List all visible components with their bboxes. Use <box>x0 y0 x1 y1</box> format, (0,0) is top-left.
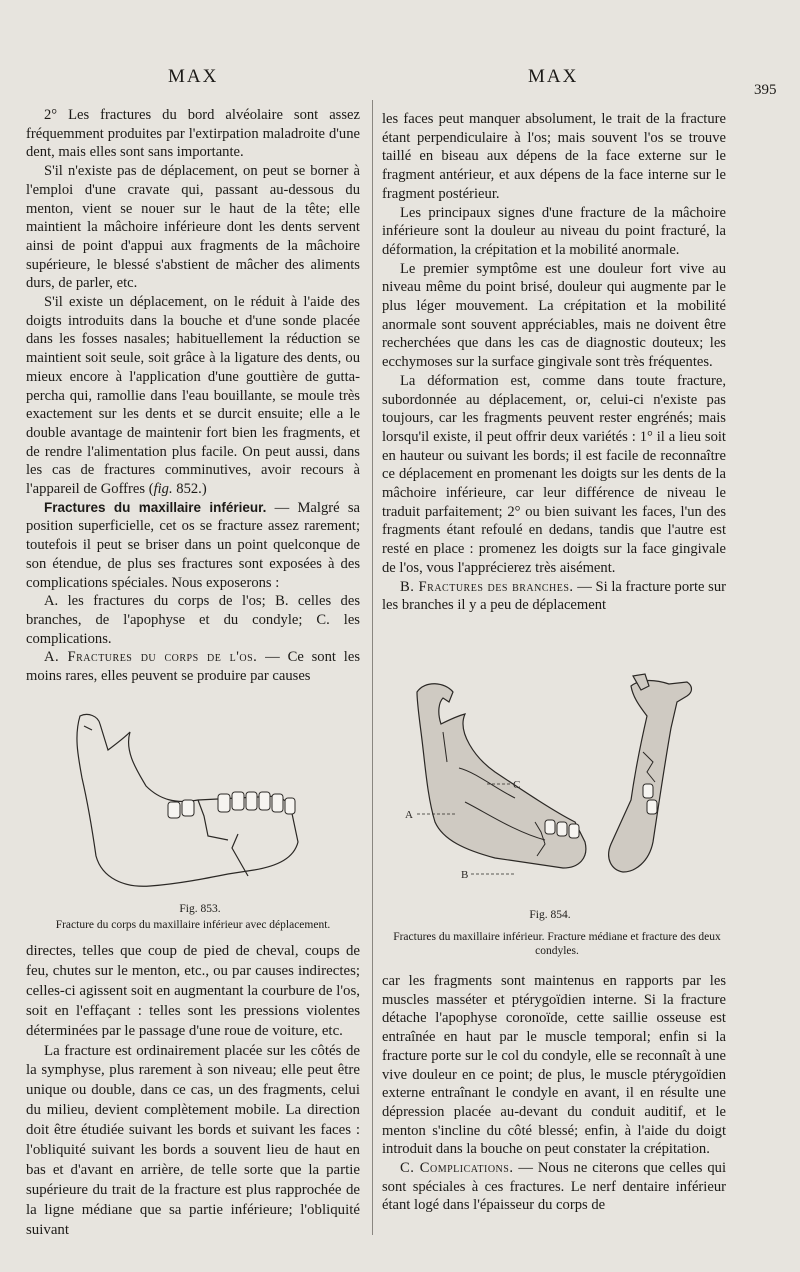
text: — Nous ne citerons que celles qui sont spéciales à ces fractures. Le nerf dentaire inférieur étant logé dans l'épaisseur du corps de <box>382 1160 726 1214</box>
subsection-heading: C. Complications. <box>400 1160 514 1177</box>
figure-label-c: C <box>513 779 521 791</box>
paragraph: A. les fractures du corps de l'os; B. celles des branches, de l'apophyse et du condyle; C. les complications. <box>26 593 360 647</box>
jaw-illustration-fig-853 <box>58 708 328 898</box>
paragraph: Le premier symptôme est une douleur fort vive au niveau même du point brisé, douleur qui augmente par le plus léger mouvement. La crépitation et la mobilité anormale sont souvent appréciables, mais ne doivent être recherchées que dans les cas de diagnostic douteux; les ecchymoses sur la surface gingivale sont très fréquentes. <box>382 260 726 371</box>
paragraph <box>382 578 726 615</box>
fig-ref: fig. <box>153 481 173 498</box>
subsection-heading: B. Fractures des branches. <box>400 578 574 595</box>
subsection-heading: A. Fractures du corps de l'os. <box>44 649 258 666</box>
jaw-illustration-fig-854 <box>395 672 725 902</box>
paragraph: directes, telles que coup de pied de cheval, coups de feu, chutes sur le menton, etc., ou par causes indirectes; celles-ci agissent soit en augmentant la courbure de l'os, soit en l'effaçant : telles sont les pressions violentes déterminées par le passage d'une roue de voiture, etc. <box>26 943 360 1039</box>
text: — Malgré sa position superficielle, cet os se fracture assez rarement; toutefois il peut se briser dans un point quelconque de son étendue, de plus ses fractures sont exposées à des complications spéciales. Nous exposerons : <box>26 499 360 591</box>
figure-label-b: B <box>461 869 469 881</box>
column-divider <box>372 100 373 1235</box>
text: — Ce sont les moins rares, elles peuvent se produire par causes <box>26 649 360 685</box>
text: 852.) <box>172 481 207 498</box>
paragraph <box>26 499 360 593</box>
paragraph: S'il n'existe pas de déplacement, on peut se borner à l'emploi d'une cravate qui, passant au-dessous du menton, vient se nouer sur le haut de la tête; elle maintient la mâchoire inférieure dont les dents servent ainsi de point d'appui aux fragments de la mâchoire supérieure, le blessé s'abstient de mâcher des aliments durs, de parler, etc. <box>26 163 360 292</box>
running-header-left: MAX <box>168 66 219 87</box>
paragraph: La fracture est ordinairement placée sur les côtés de la symphyse, plus rarement à son niveau; elle peut être unique ou double, dans ce cas, un des fragments, celui du milieu, devient complètement mobile. La direction doit être étudiée suivant les bords et suivant les faces : l'obliquité suivant les bords a souvent lieu de haut en bas et d'avant en arrière, de telle sorte que la partie supérieure du trait de la fracture est plus rapprochée de la ligne médiane que sa partie inférieure; l'obliquité suivant <box>26 1042 360 1238</box>
left-column-top <box>26 106 360 686</box>
paragraph <box>382 1159 726 1215</box>
right-column-top <box>382 110 726 615</box>
figure-number: Fig. 853. <box>179 903 221 915</box>
left-column-bottom <box>26 942 360 1241</box>
figure-caption: Fracture du corps du maxillaire inférieur avec déplacement. <box>55 919 331 931</box>
figure-label-a: A <box>405 809 413 821</box>
paragraph: 2° Les fractures du bord alvéolaire sont assez fréquemment produites par l'extirpation maladroite d'une dent, mais elles sont sans importante. <box>26 107 360 161</box>
paragraph <box>26 293 360 499</box>
paragraph: les faces peut manquer absolument, le trait de la fracture étant perpendiculaire à l'os; mais souvent l'os se trouve taillé en biseau aux dépens de la face externe sur le fragment antérieur, et aux dépens de la face interne sur le fragment postérieur. <box>382 111 726 202</box>
paragraph: car les fragments sont maintenus en rapports par les muscles masséter et ptérygoïdien interne. Si la fracture détache l'apophyse coronoïde, cette saillie osseuse est entraînée en haut par le muscle temporal; enfin si la fracture porte sur le col du condyle, elle se reconnaît à une vive douleur en ce point; de plus, le muscle ptérygoïdien externe entraînant le condyle en avant, il en résulte une dépression placée au-devant du conduit auditif, et le menton s'incline du côté blessé; enfin, à l'aide du doigt introduit dans la bouche on peut constater la crépitation. <box>382 973 726 1158</box>
figure-number: Fig. 854. <box>529 909 571 921</box>
page-number: 395 <box>754 82 777 98</box>
running-header-right: MAX <box>528 66 579 87</box>
paragraph: La déformation est, comme dans toute fracture, subordonnée au déplacement, or, celui-ci n'existe pas toujours, car les fragments peuvent rester engrénés; mais lorsqu'il existe, il peut offrir deux variétés : 1° il a lieu soit en hauteur ou suivant les bords; il est facile de reconnaître ce déplacement en promenant les doigts sur les dents de la mâchoire inférieure, car leur différence de niveau le traduit parfaitement; 2° ou bien suivant les faces, l'un des fragments étant refoulé en dedans, tandis que l'autre est resté en place : promenez les doigts sur la face gingivale de l'os, vous l'apprécierez très aisément. <box>382 372 726 576</box>
paragraph: Les principaux signes d'une fracture de la mâchoire inférieure sont la douleur au niveau du point fracturé, la déformation, la crépitation et la mobilité anormale. <box>382 204 726 258</box>
figure-caption: Fractures du maxillaire inférieur. Fracture médiane et fracture des deux condyles. <box>393 931 721 957</box>
section-heading: Fractures du maxillaire inférieur. <box>44 499 267 515</box>
paragraph <box>26 648 360 685</box>
right-column-bottom <box>382 972 726 1215</box>
text: — Si la fracture porte sur les branches il y a peu de déplacement <box>382 578 727 614</box>
text: S'il existe un déplacement, on le réduit à l'aide des doigts introduits dans la bouche et d'une sonde placée dans les fosses nasales; habituellement la réduction se maintient soit seule, soit grâce à la ligature des dents, ou mieux encore à l'application d'une gouttière de gutta-percha qui, ramollie dans l'eau bouillante, se moule très exactement sur les dents et se durcit ensuite; elle a le double avantage de maintenir fort bien les fragments, et de rendre l'alimentation plus facile. On peut aussi, dans les cas de fractures comminutives, avoir recours à l'appareil de Goffres ( <box>26 294 360 498</box>
